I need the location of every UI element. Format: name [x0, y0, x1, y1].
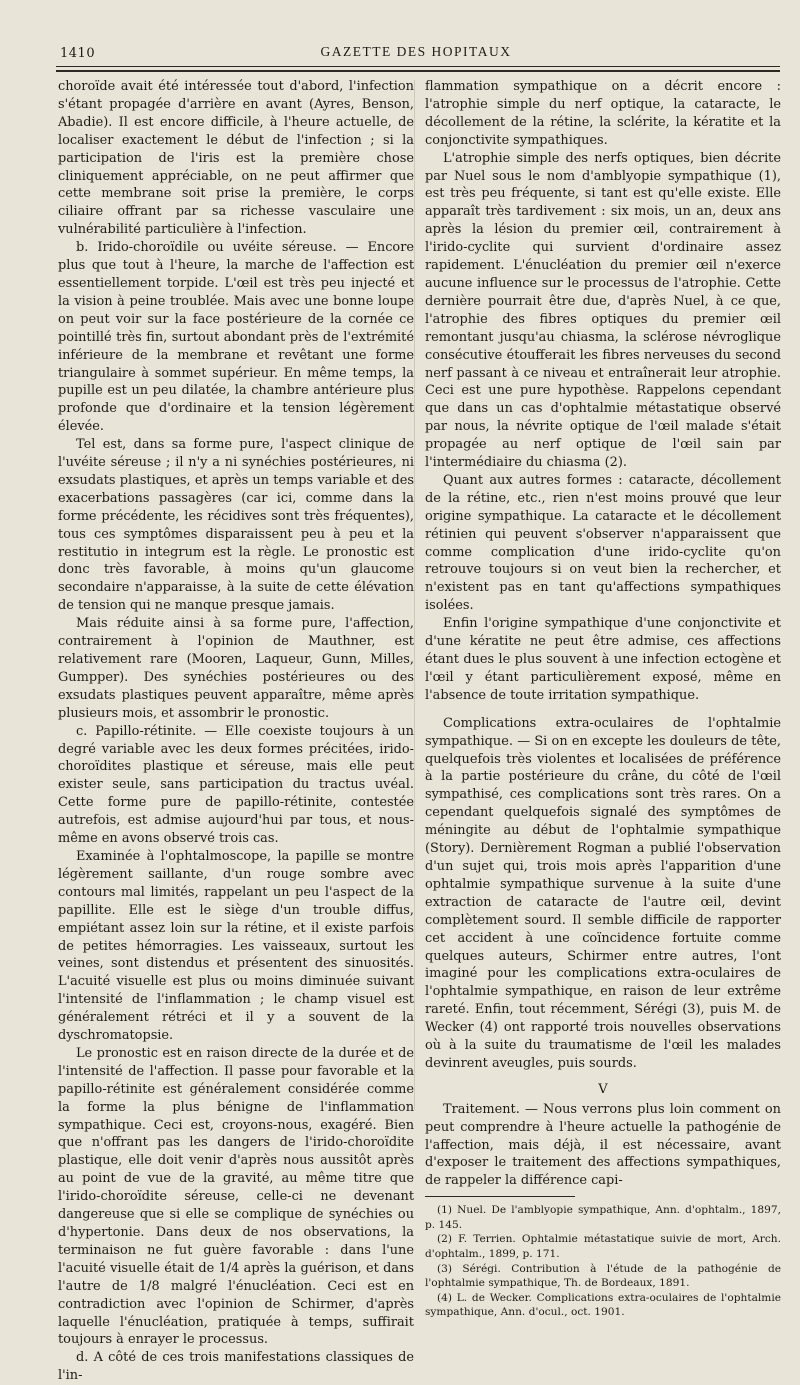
footnote: (3) Sérégi. Contribution à l'étude de la pathogénie de l'ophtalmie sympathique, Th. de Bordeaux, 1891.: [425, 1262, 781, 1290]
section-numeral: V: [598, 1081, 608, 1097]
paragraph: Tel est, dans sa forme pure, l'aspect clinique de l'uvéite séreuse ; il n'y a ni synéchies postérieures, ni exsudats plastiques, et après un temps variable et des exacerbations passagères (car ici, comme dans la forme précédente, les récidives sont très fréquentes), tous ces symptômes disparaissent peu à peu et la restitutio in integrum est la règle. Le pronostic est donc très favorable, à moins qu'un glaucome secondaire n'apparaisse, à la suite de cette élévation de tension qui ne manque presque jamais.: [58, 437, 414, 614]
footnote: (2) F. Terrien. Ophtalmie métastatique suivie de mort, Arch. d'ophtalm., 1899, p. 171.: [425, 1233, 781, 1261]
section-traitement: Traitement. — Nous verrons plus loin comment on peut comprendre à l'heure actuelle la pathogénie de l'affection, mais déjà, il est nécessaire, avant d'exposer le traitement des affections sympathiques, de rappeler la différence capi-: [425, 1101, 781, 1189]
running-title: GAZETTE DES HOPITAUX: [320, 44, 512, 59]
paragraph: choroïde avait été intéressée tout d'abord, l'infection s'étant propagée d'arrière en avant (Ayres, Benson, Abadie). Il est encore difficile, à l'heure actuelle, de localiser exactement le début de l'infection ; si la participation de l'iris est la première chose cliniquement appréciable, on ne peut affirmer que cette membrane soit prise la première, le corps ciliaire offrant par sa richesse vasculaire une vulnérabilité particulière à l'infection.: [58, 79, 414, 238]
paragraph: Le pronostic est en raison directe de la durée et de l'intensité de l'affection. Il passe pour favorable et la papillo-rétinite est généralement considérée comme la forme la plus bénigne de l'inflammation sympathique. Ceci est, croyons-nous, exagéré. Bien que n'offrant pas les dangers de l'irido-choroïdite plastique, elle doit venir d'après nous aussitôt après au point de vue de la gravité, au même titre que l'irido-choroïdite séreuse, celle-ci ne devenant dangereuse que si elle se complique de synéchies ou d'hypertonie. Dans deux de nos observations, la terminaison ne fut guère favorable : dans l'une l'acuité visuelle était de 1/4 après la guérison, et dans l'autre de 1/8 malgré l'énucléation. Ceci est en contradiction avec l'opinion de Schirmer, d'après laquelle l'énucléation, pratiquée à temps, suffirait toujours à enrayer le processus.: [58, 1045, 414, 1348]
paragraph: c. Papillo-rétinite. — Elle coexiste toujours à un degré variable avec les deux formes précitées, irido-choroïdites plastique et séreuse, mais elle peut exister seule, sans participation du tractus uvéal. Cette forme pure de papillo-rétinite, contestée autrefois, est admise aujourd'hui par tous, et nous-même en avons observé trois cas.: [58, 723, 414, 847]
footnotes: [425, 1203, 781, 1320]
footnote: (4) L. de Wecker. Complications extra-oculaires de l'ophtalmie sympathique, Ann. d'ocul., oct. 1901.: [425, 1291, 781, 1319]
page-number: 1410: [60, 46, 96, 61]
paragraph: L'atrophie simple des nerfs optiques, bien décrite par Nuel sous le nom d'amblyopie sympathique (1), est très peu fréquente, si tant est qu'elle existe. Elle apparaît très tardivement : six mois, un an, deux ans après la lésion du premier œil, contrairement à l'irido-cyclite qui survient d'ordinaire assez rapidement. L'énucléation du premier œil n'exerce aucune influence sur le processus de l'atrophie. Cette dernière pourrait être due, d'après Nuel, à ce que, l'atrophie des fibres optiques du premier œil remontant jusqu'au chiasma, la sclérose névroglique consécutive étoufferait les fibres nerveuses du second nerf passant à ce niveau et entraînerait leur atrophie. Ceci est une pure hypothèse. Rappelons cependant que dans un cas d'ophtalmie métastatique observé par nous, la névrite optique de l'œil malade s'était propagée au nerf optique de l'œil sain par l'intermédiaire du chiasma (2).: [425, 150, 781, 471]
paragraph: Examinée à l'ophtalmoscope, la papille se montre légèrement saillante, d'un rouge sombre avec contours mal limités, rappelant un peu l'aspect de la papillite. Elle est le siège d'un trouble diffus, empiétant assez loin sur la rétine, et il existe parfois de petites hémorragies. Les vaisseaux, surtout les veines, sont distendus et présentent des sinuosités. L'acuité visuelle est plus ou moins diminuée suivant l'intensité de l'inflammation ; le champ visuel est généralement rétréci et il y a souvent de la dyschromatopsie.: [58, 848, 414, 1044]
column-divider: [414, 80, 415, 1110]
page-header: [56, 42, 776, 66]
paragraph: d. A côté de ces trois manifestations classiques de l'in-: [58, 1350, 414, 1384]
paragraph: Enfin l'origine sympathique d'une conjonctivite et d'une kératite ne peut être admise, ces affections étant dues le plus souvent à une infection ectogène et l'œil y étant particulièrement exposé, même en l'absence de toute irritation sympathique.: [425, 616, 781, 703]
header-rule-thick: [56, 70, 780, 72]
footnote: (1) Nuel. De l'amblyopie sympathique, Ann. d'ophtalm., 1897, p. 145.: [425, 1204, 781, 1231]
paragraph: b. Irido-choroïdile ou uvéite séreuse. — Encore plus que tout à l'heure, la marche de l'affection est essentiellement torpide. L'œil est très peu injecté et la vision à peine troublée. Mais avec une bonne loupe on peut voir sur la face postérieure de la cornée ce pointillé très fin, surtout abondant près de l'extrémité inférieure de la membrane et revêtant une forme triangulaire à sommet supérieur. En même temps, la pupille est un peu dilatée, la chambre antérieure plus profonde que d'ordinaire et la tension légèrement élevée.: [58, 240, 414, 435]
left-column: [58, 78, 414, 1385]
paragraph: Quant aux autres formes : cataracte, décollement de la rétine, etc., rien n'est moins prouvé que leur origine sympathique. La cataracte et le décollement rétinien qui peuvent s'observer n'apparaissent que comme complication d'une irido-cyclite qu'on retrouve toujours si on veut bien la rechercher, et n'existent pas en tant qu'affections sympathiques isolées.: [425, 472, 781, 614]
right-column: [425, 78, 781, 1320]
paragraph: Mais réduite ainsi à sa forme pure, l'affection, contrairement à l'opinion de Mauthner, est relativement rare (Mooren, Laqueur, Gunn, Milles, Gumpper). Des synéchies postérieures ou des exsudats plastiques peuvent apparaître, même après plusieurs mois, et assombrir le pronostic.: [58, 616, 414, 721]
footnote-rule: [425, 1196, 575, 1197]
header-rule-thin: [56, 66, 780, 67]
section-complications: Complications extra-oculaires de l'ophtalmie sympathique. — Si on en excepte les douleurs de tête, quelquefois très violentes et localisées de préférence à la partie postérieure du crâne, du côté de l'œil sympathisé, ces complications sont très rares. On a cependant quelquefois signalé des symptômes de méningite au début de l'ophtalmie sympathique (Story). Dernièrement Rogman a publié l'observation d'un sujet qui, trois mois après l'apparition d'une ophtalmie sympathique survenue à la suite d'une extraction de cataracte de l'autre œil, devint complètement sourd. Il semble difficile de rapporter cet accident à une coïncidence fortuite comme quelques auteurs, Schirmer entre autres, l'ont imaginé pour les complications extra-oculaires de l'ophtalmie sympathique, en raison de leur extrême rareté. Enfin, tout récemment, Sérégi (3), puis M. de Wecker (4) ont rapporté trois nouvelles observations où à la suite du traumatisme de l'œil les malades devinrent aveugles, puis sourds.: [425, 715, 781, 1071]
paragraph: flammation sympathique on a décrit encore : l'atrophie simple du nerf optique, la cataracte, le décollement de la rétine, la sclérite, la kératite et la conjonctivite sympathiques.: [425, 79, 781, 148]
